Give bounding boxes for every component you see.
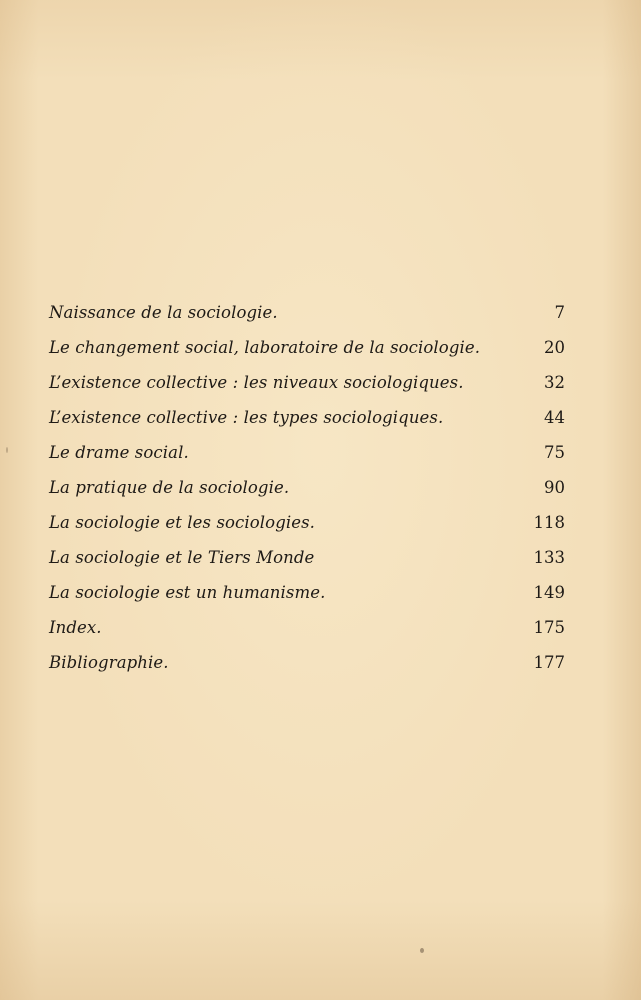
toc-entry-page: 175 [533,618,565,637]
paper-speck [6,447,8,453]
toc-entry-title: La sociologie et le Tiers Monde [49,548,315,567]
toc-entry-title: L’existence collective : les niveaux sociologiques. [49,373,464,392]
toc-entry-page: 118 [533,513,565,532]
toc-entry-title: La sociologie est un humanisme. [49,583,326,602]
toc-entry [49,610,565,645]
toc-entry-page: 133 [533,548,565,567]
toc-entry-title: Le changement social, laboratoire de la sociologie. [49,338,481,357]
toc-entry [49,470,565,505]
toc-entry [49,400,565,435]
toc-entry [49,540,565,575]
toc-entry [49,505,565,540]
toc-entry [49,575,565,610]
toc-entry-title: Index. [49,618,102,637]
toc-entry-page: 75 [544,443,565,462]
toc-entry-title: Naissance de la sociologie. [49,303,278,322]
toc-entry-title: La sociologie et les sociologies. [49,513,316,532]
table-of-contents [49,295,565,680]
toc-entry-title: Le drame social. [49,443,189,462]
toc-entry-page: 149 [533,583,565,602]
toc-entry [49,330,565,365]
toc-entry [49,295,565,330]
toc-entry-title: L’existence collective : les types sociologiques. [49,408,444,427]
toc-entry [49,645,565,680]
paper-speck [420,948,424,953]
toc-entry-title: La pratique de la sociologie. [49,478,290,497]
toc-entry [49,365,565,400]
toc-entry-page: 90 [544,478,565,497]
toc-entry-page: 177 [533,653,565,672]
toc-entry-title: Bibliographie. [49,653,169,672]
toc-entry-page: 20 [544,338,565,357]
toc-entry-page: 44 [544,408,565,427]
toc-entry-page: 7 [554,303,565,322]
toc-entry [49,435,565,470]
toc-entry-page: 32 [544,373,565,392]
